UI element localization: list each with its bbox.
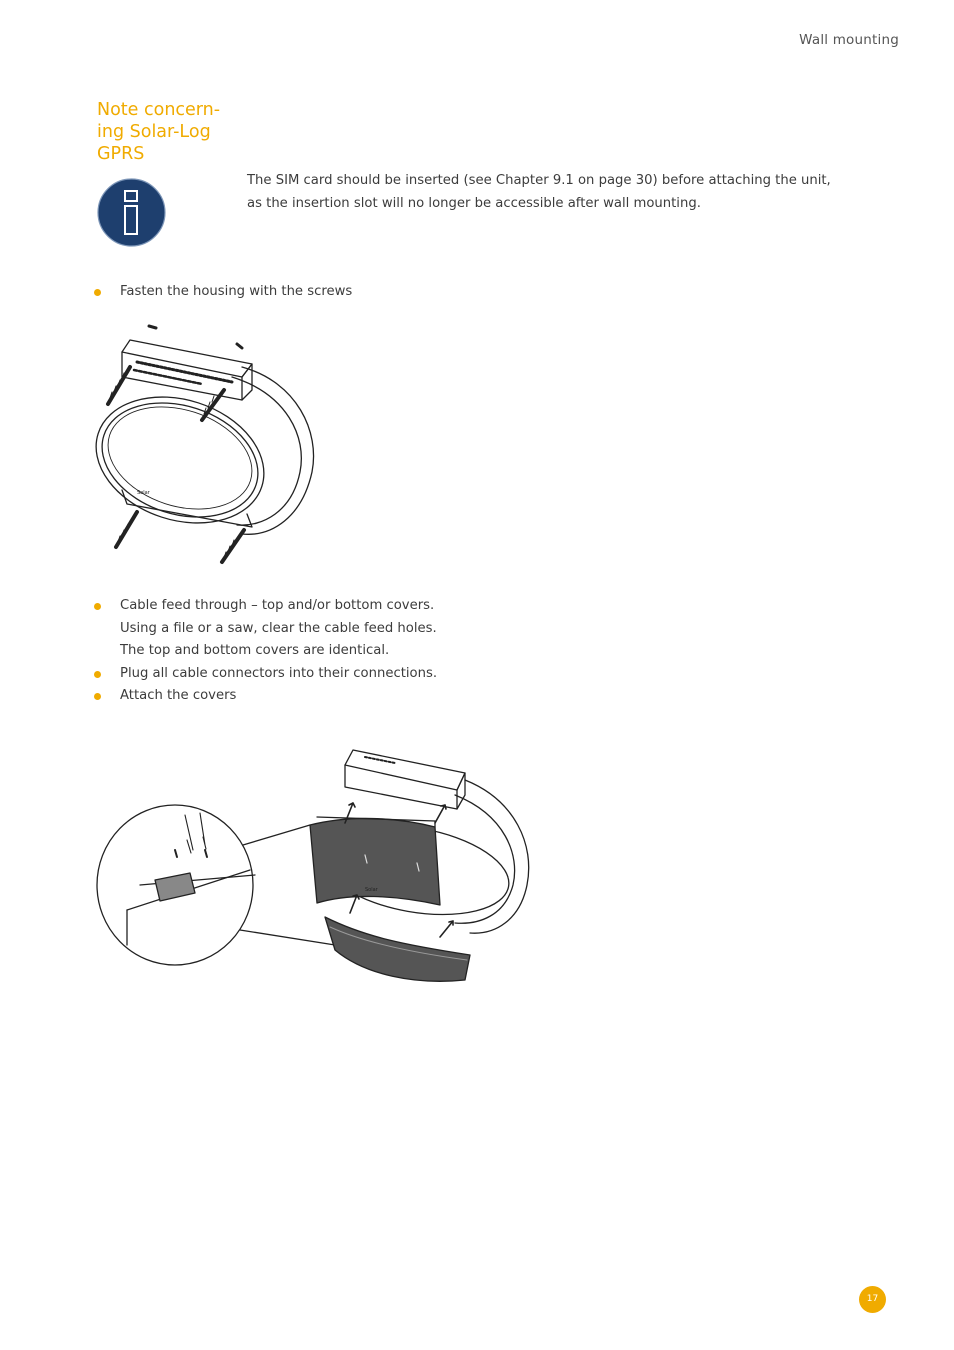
list-item xyxy=(94,595,437,663)
list-item-text: Fasten the housing with the screws xyxy=(120,284,353,299)
note-text: The SIM card should be inserted (see Chapter 9.1 on page 30) before attaching the unit, as the insertion slot will no longer be accessible after wall mounting. xyxy=(247,173,831,211)
list-item-text: Using a file or a saw, clear the cable feed holes. xyxy=(120,620,437,636)
housing-screws-illustration xyxy=(92,322,320,572)
list-item xyxy=(94,281,352,304)
bullet-icon xyxy=(94,693,101,700)
svg-text:Solar: Solar xyxy=(365,887,378,893)
bullet-icon xyxy=(94,289,101,296)
svg-text:Solar: Solar xyxy=(137,490,150,496)
attach-covers-illustration xyxy=(95,745,535,995)
page-number: 17 xyxy=(859,1286,886,1313)
running-header: Wall mounting xyxy=(799,32,899,48)
bullet-icon xyxy=(94,671,101,678)
list-item-text: Cable feed through – top and/or bottom covers. xyxy=(120,598,435,613)
list-item-text: Attach the covers xyxy=(120,688,237,703)
note-title: Note concern-ing Solar-Log GPRS xyxy=(97,100,221,164)
list-item xyxy=(94,685,437,708)
list-item-text: The top and bottom covers are identical. xyxy=(120,643,390,658)
info-icon xyxy=(97,178,166,247)
list-item-text: Plug all cable connectors into their connections. xyxy=(120,665,438,681)
list-item xyxy=(94,663,437,686)
steps-list-2 xyxy=(94,595,437,708)
steps-list-1 xyxy=(94,281,352,304)
bullet-icon xyxy=(94,603,101,610)
